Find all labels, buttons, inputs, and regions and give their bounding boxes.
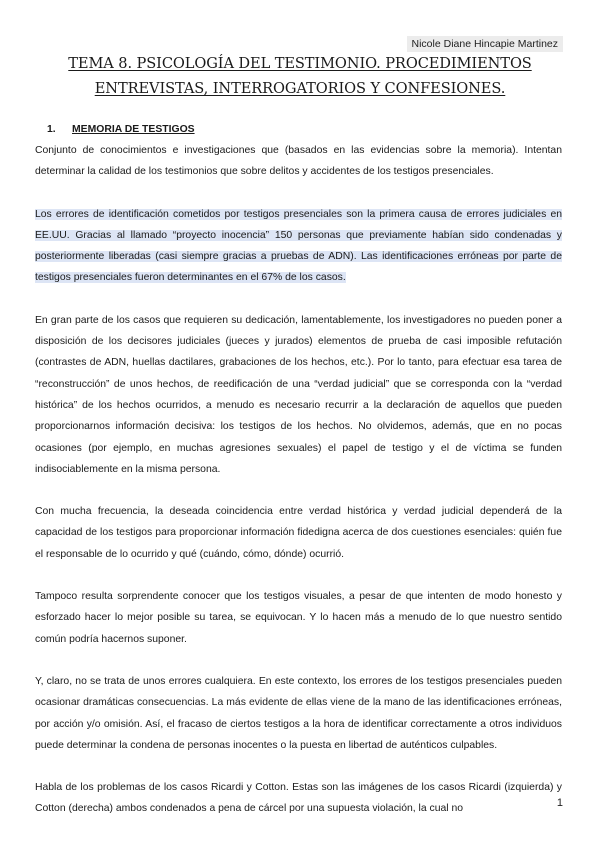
paragraph-definition: Conjunto de conocimientos e investigaciones que (basados en las evidencias sobre la memoria). Intentan determinar la calidad de los testimonios que sobre delitos y accidentes de los testigos presenciales. — [35, 145, 562, 178]
section-heading — [47, 123, 195, 137]
paragraph-highlighted — [35, 204, 562, 289]
page-number: 1 — [556, 797, 563, 809]
paragraph-coincidence: Con mucha frecuencia, la deseada coincidencia entre verdad histórica y verdad judicial dependerá de la capacidad de los testigos para proporcionar información fidedigna acerca de dos cuestiones esenciales: quién fue el responsable de lo ocurrido y qué (cuándo, cómo, dónde) ocurrió. — [35, 506, 562, 560]
title-line-1: TEMA 8. PSICOLOGÍA DEL TESTIMONIO. PROCEDIMIENTOS — [68, 55, 532, 72]
highlighted-text: Los errores de identificación cometidos por testigos presenciales son la primera causa de errores judiciales en EE.UU. Gracias al llamado “proyecto inocencia” 150 personas que previamente habían sido condenadas y posteriormente liberadas (casi siempre gracias a pruebas de ADN). Las identificaciones erróneas por parte de testigos presenciales fueron determinantes en el 67% de los casos. — [35, 208, 562, 284]
author-name-tag: Nicole Diane Hincapie Martinez — [407, 36, 563, 52]
section-number: 1. — [47, 124, 56, 135]
paragraph-consequences: Y, claro, no se trata de unos errores cualquiera. En este contexto, los errores de los testigos presenciales pueden ocasionar dramáticas consecuencias. La más evidente de ellas viene de la mano de las identificaciones erróneas, por acción y/o omisión. Así, el fracaso de ciertos testigos a la hora de identificar correctamente a otros individuos puede determinar la condena de personas inocentes o la puesta en libertad de auténticos culpables. — [35, 675, 562, 751]
paragraph-investigators: En gran parte de los casos que requieren su dedicación, lamentablemente, los investigadores no pueden poner a disposición de los decisores judiciales (jueces y jurados) elementos de prueba de casi imposible refutación (contrastes de ADN, huellas dactilares, grabaciones de los hechos, etc.). Por lo tanto, para efectuar esa tarea de “reconstrucción” de unos hechos, de reedificación de una “verdad judicial” que se corresponda con la “verdad histórica” de los hechos ocurridos, a menudo es necesario recurrir a la declaración de aquellos que pueden proporcionarnos información decisiva: los testigos de los hechos. No olvidemos, además, que en no pocas ocasiones (por ejemplo, en muchas agresiones sexuales) el papel de testigo y el de víctima se funden indisociablemente en la misma persona. — [35, 314, 562, 475]
section-heading-label: MEMORIA DE TESTIGOS — [72, 124, 195, 135]
paragraph-cases: Habla de los problemas de los casos Ricardi y Cotton. Estas son las imágenes de los casos Ricardi (izquierda) y Cotton (derecha) ambos condenados a pena de cárcel por una supuesta violación, la cual no — [35, 782, 562, 815]
paragraph-visual-witnesses: Tampoco resulta sorprendente conocer que los testigos visuales, a pesar de que intenten de modo honesto y esforzado hacer lo mejor posible su tarea, se equivocan. Y lo hacen más a menudo de lo que nuestro sentido común podría hacernos suponer. — [35, 591, 562, 645]
document-body — [35, 140, 562, 820]
document-title — [40, 51, 560, 101]
title-line-2: ENTREVISTAS, INTERROGATORIOS Y CONFESIONES. — [94, 80, 506, 97]
